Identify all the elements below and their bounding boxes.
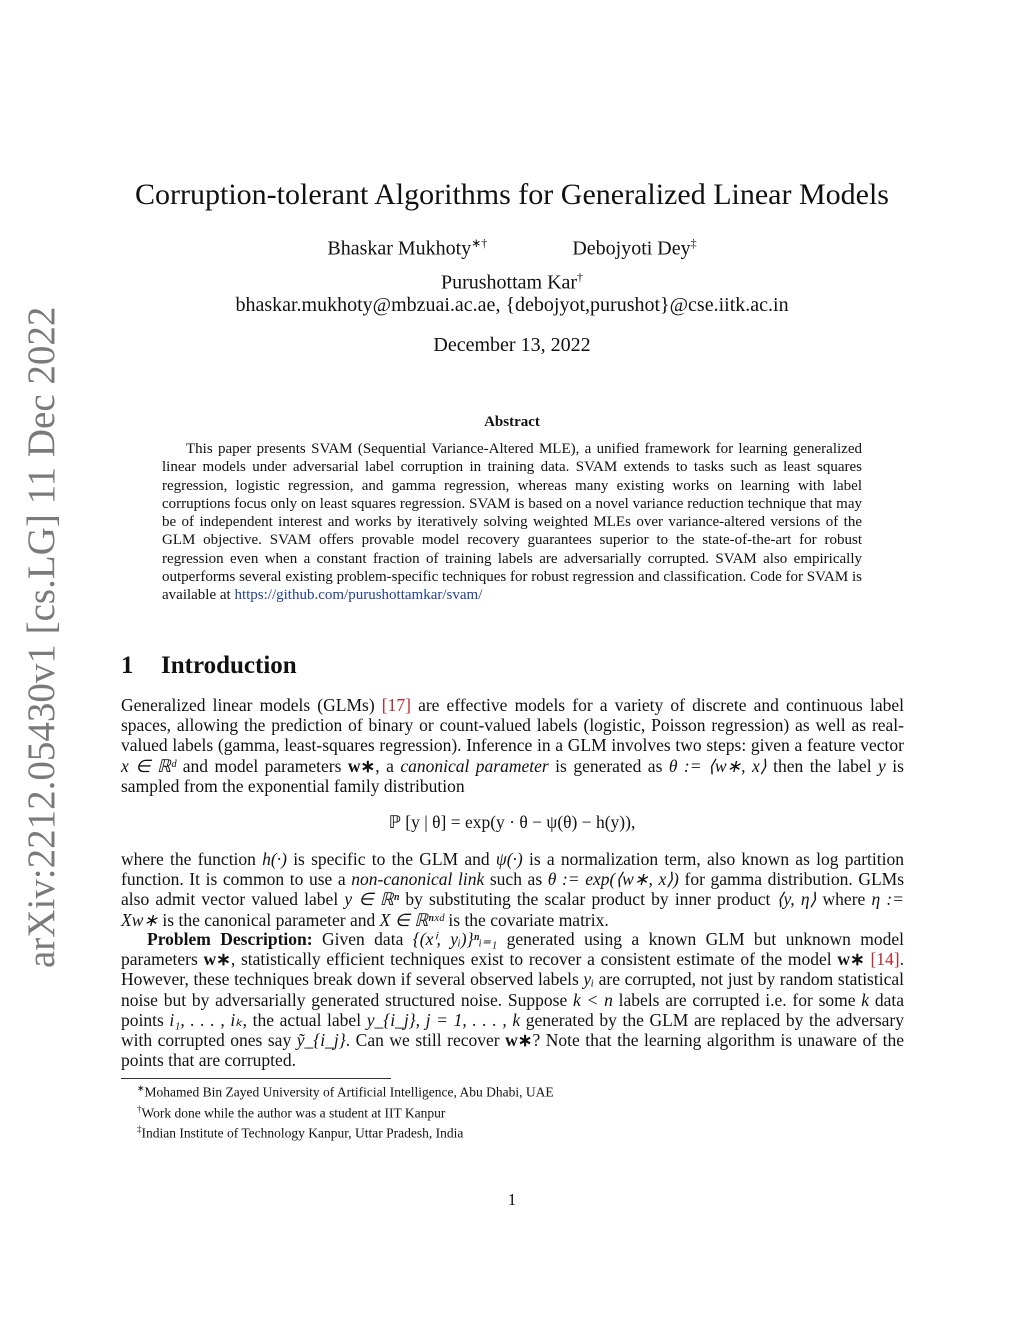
p3-text-e: are corrupted, not just by random statistical noise but by adversarially generated structured noise. Suppose <box>121 969 904 1010</box>
arxiv-identifier-stamp[interactable]: arXiv:2212.05430v1 [cs.LG] 11 Dec 2022 <box>20 306 63 968</box>
math-x-in-rd: x ∈ ℝᵈ <box>121 755 177 776</box>
p3-text-g: data points <box>121 989 905 1030</box>
section-heading-introduction <box>121 652 297 680</box>
math-w-star-3: w∗ <box>837 949 865 970</box>
citation-14[interactable]: [14] <box>870 949 900 970</box>
author-1 <box>327 236 487 261</box>
author-3-marks: † <box>577 270 584 284</box>
equation-exponential-family: ℙ [y | θ] = exp(y · θ − ψ(θ) − h(y)), <box>388 812 636 832</box>
math-w-star-4: w∗ <box>505 1030 533 1051</box>
math-theta-def: θ := ⟨w∗, x⟩ <box>668 755 767 776</box>
p3-text-f: labels are corrupted i.e. for some <box>612 989 862 1010</box>
p2-text-h: is the canonical parameter and <box>158 909 380 930</box>
p3-text-d: . However, these techniques break down if several observed labels <box>121 949 904 990</box>
abstract-text: This paper presents SVAM (Sequential Variance-Altered MLE), a unified framework for learning generalized linear models under adversarial label corruption in training data. SVAM extends to tasks such as least squares regression, logistic regression, and gamma regression, whereas many existing works on learning with label corruptions focus only on least squares regression. SVAM is based on a novel variance reduction technique that may be of independent interest and works by iteratively solving weighted MLEs over variance-altered versions of the GLM objective. SVAM offers provable model recovery guarantees superior to the state-of-the-art for robust regression even when a constant fraction of training labels are adversarially corrupted. SVAM also empirically outperforms several existing problem-specific techniques for robust regression and classification. Code for SVAM is available at <box>162 441 862 604</box>
p3-text-h: , the actual label <box>242 1009 367 1030</box>
author-2-name: Debojyoti Dey <box>572 237 691 260</box>
p2-text-i: is the covariate matrix. <box>444 909 609 930</box>
p2-text-f: by substituting the scalar product by inner product <box>399 889 777 910</box>
p3-text-k: ? Note that the learning algorithm is unaware of the points that are corrupted. <box>121 1030 904 1071</box>
p1-text-b: are effective models for a variety of discrete and continuous label spaces, allowing the prediction of binary or count-valued labels (logistic, Poisson regression) as well as real-valued labels (gamma, least-squares regression). Inference in a GLM involves two steps: given a feature vector <box>121 695 904 756</box>
intro-paragraph-1 <box>121 695 904 796</box>
math-eta-def: η := Xw∗ <box>121 889 904 930</box>
math-w-star-2: w∗ <box>203 949 231 970</box>
p1-text-g: is sampled from the exponential family distribution <box>121 755 904 796</box>
page-number: 1 <box>507 1190 517 1209</box>
problem-description-lead: Problem Description: <box>147 929 313 949</box>
author-2-marks: ‡ <box>690 236 697 250</box>
footnote-1-text: Mohamed Bin Zayed University of Artificial Intelligence, Abu Dhabi, UAE <box>144 1084 554 1100</box>
math-y-in-rn: y ∈ ℝⁿ <box>344 889 400 910</box>
footnotes <box>121 1080 904 1142</box>
author-emails: bhaskar.mukhoty@mbzuai.ac.ae, {debojyot,purushot}@cse.iitk.ac.in <box>235 294 789 316</box>
math-w-star: w∗ <box>347 755 376 776</box>
section-number: 1 <box>121 652 134 679</box>
paper-date: December 13, 2022 <box>433 334 591 356</box>
footnote-3 <box>121 1121 904 1142</box>
math-ytilde: ỹ_{i_j} <box>296 1030 346 1051</box>
author-line <box>0 236 1024 261</box>
author-1-name: Bhaskar Mukhoty <box>327 237 472 260</box>
p3-text-j: . Can we still recover <box>345 1030 506 1051</box>
p1-text-c: and model parameters <box>176 755 348 776</box>
math-y: y <box>878 755 886 776</box>
author-1-marks: ∗† <box>471 236 488 250</box>
abstract-heading: Abstract <box>484 414 540 430</box>
math-theta-exp: θ := exp(⟨w∗, x⟩) <box>547 869 679 890</box>
author-3 <box>0 270 1024 295</box>
code-link[interactable]: https://github.com/purushottamkar/svam/ <box>234 587 483 604</box>
p1-italic-term: canonical parameter <box>400 755 549 776</box>
footnote-2-text: Work done while the author was a student at IIT Kanpur <box>141 1105 446 1120</box>
p1-text-f: then the label <box>766 755 879 776</box>
math-inner-y-eta: ⟨y, η⟩ <box>776 889 817 910</box>
math-data-set: {(xⁱ, yᵢ)}ⁿᵢ₌₁ <box>412 929 498 949</box>
paper-title: Corruption-tolerant Algorithms for Generalized Linear Models <box>135 178 889 211</box>
problem-description-paragraph <box>121 929 904 1070</box>
p2-text-b: is specific to the GLM and <box>286 849 496 869</box>
p2-text-c: is a normalization term, also known as log partition function. It is common to use a <box>121 849 905 890</box>
p2-text-a: where the function <box>121 849 263 869</box>
footnote-1-mark: ∗ <box>137 1083 145 1093</box>
math-k-lt-n: k < n <box>573 989 613 1010</box>
p3-text-c: , statistically efficient techniques exist to recover a consistent estimate of the model <box>230 949 838 970</box>
footnote-2 <box>121 1101 904 1122</box>
p2-italic-term: non-canonical link <box>351 869 485 890</box>
math-h-fn: h(·) <box>262 849 287 869</box>
footnote-divider <box>121 1078 391 1079</box>
section-title: Introduction <box>161 652 297 679</box>
p2-text-g: where <box>816 889 872 910</box>
math-yi: yᵢ <box>583 969 594 990</box>
p3-text-a: Given data <box>312 929 413 949</box>
author-3-name: Purushottam Kar <box>440 271 578 294</box>
p2-text-d: such as <box>484 869 548 890</box>
author-2 <box>572 236 696 261</box>
footnote-3-text: Indian Institute of Technology Kanpur, Uttar Pradesh, India <box>141 1125 464 1141</box>
p1-text-e: is generated as <box>548 755 669 776</box>
math-psi-fn: ψ(·) <box>495 849 523 869</box>
footnote-1 <box>121 1080 904 1101</box>
p1-text-a: Generalized linear models (GLMs) <box>121 695 382 715</box>
math-y-ij: y_{i_j}, j = 1, . . . , k <box>366 1009 521 1030</box>
citation-17[interactable]: [17] <box>381 695 411 715</box>
footnote-3-mark: ‡ <box>137 1124 142 1134</box>
p2-text-e: for gamma distribution. GLMs also admit vector valued label <box>121 869 905 910</box>
p3-text-b: generated using a known GLM but unknown model parameters <box>121 929 904 970</box>
footnote-2-mark: † <box>137 1103 142 1114</box>
abstract-body <box>162 440 862 605</box>
intro-paragraph-2 <box>121 849 904 930</box>
math-x-matrix: X ∈ ℝⁿˣᵈ <box>379 909 445 930</box>
p1-text-d: , a <box>375 755 401 776</box>
math-k: k <box>861 989 870 1010</box>
p3-text-i: generated by the GLM are replaced by the adversary with corrupted ones say <box>121 1009 904 1051</box>
math-indices: i₁, . . . , iₖ <box>169 1009 243 1030</box>
